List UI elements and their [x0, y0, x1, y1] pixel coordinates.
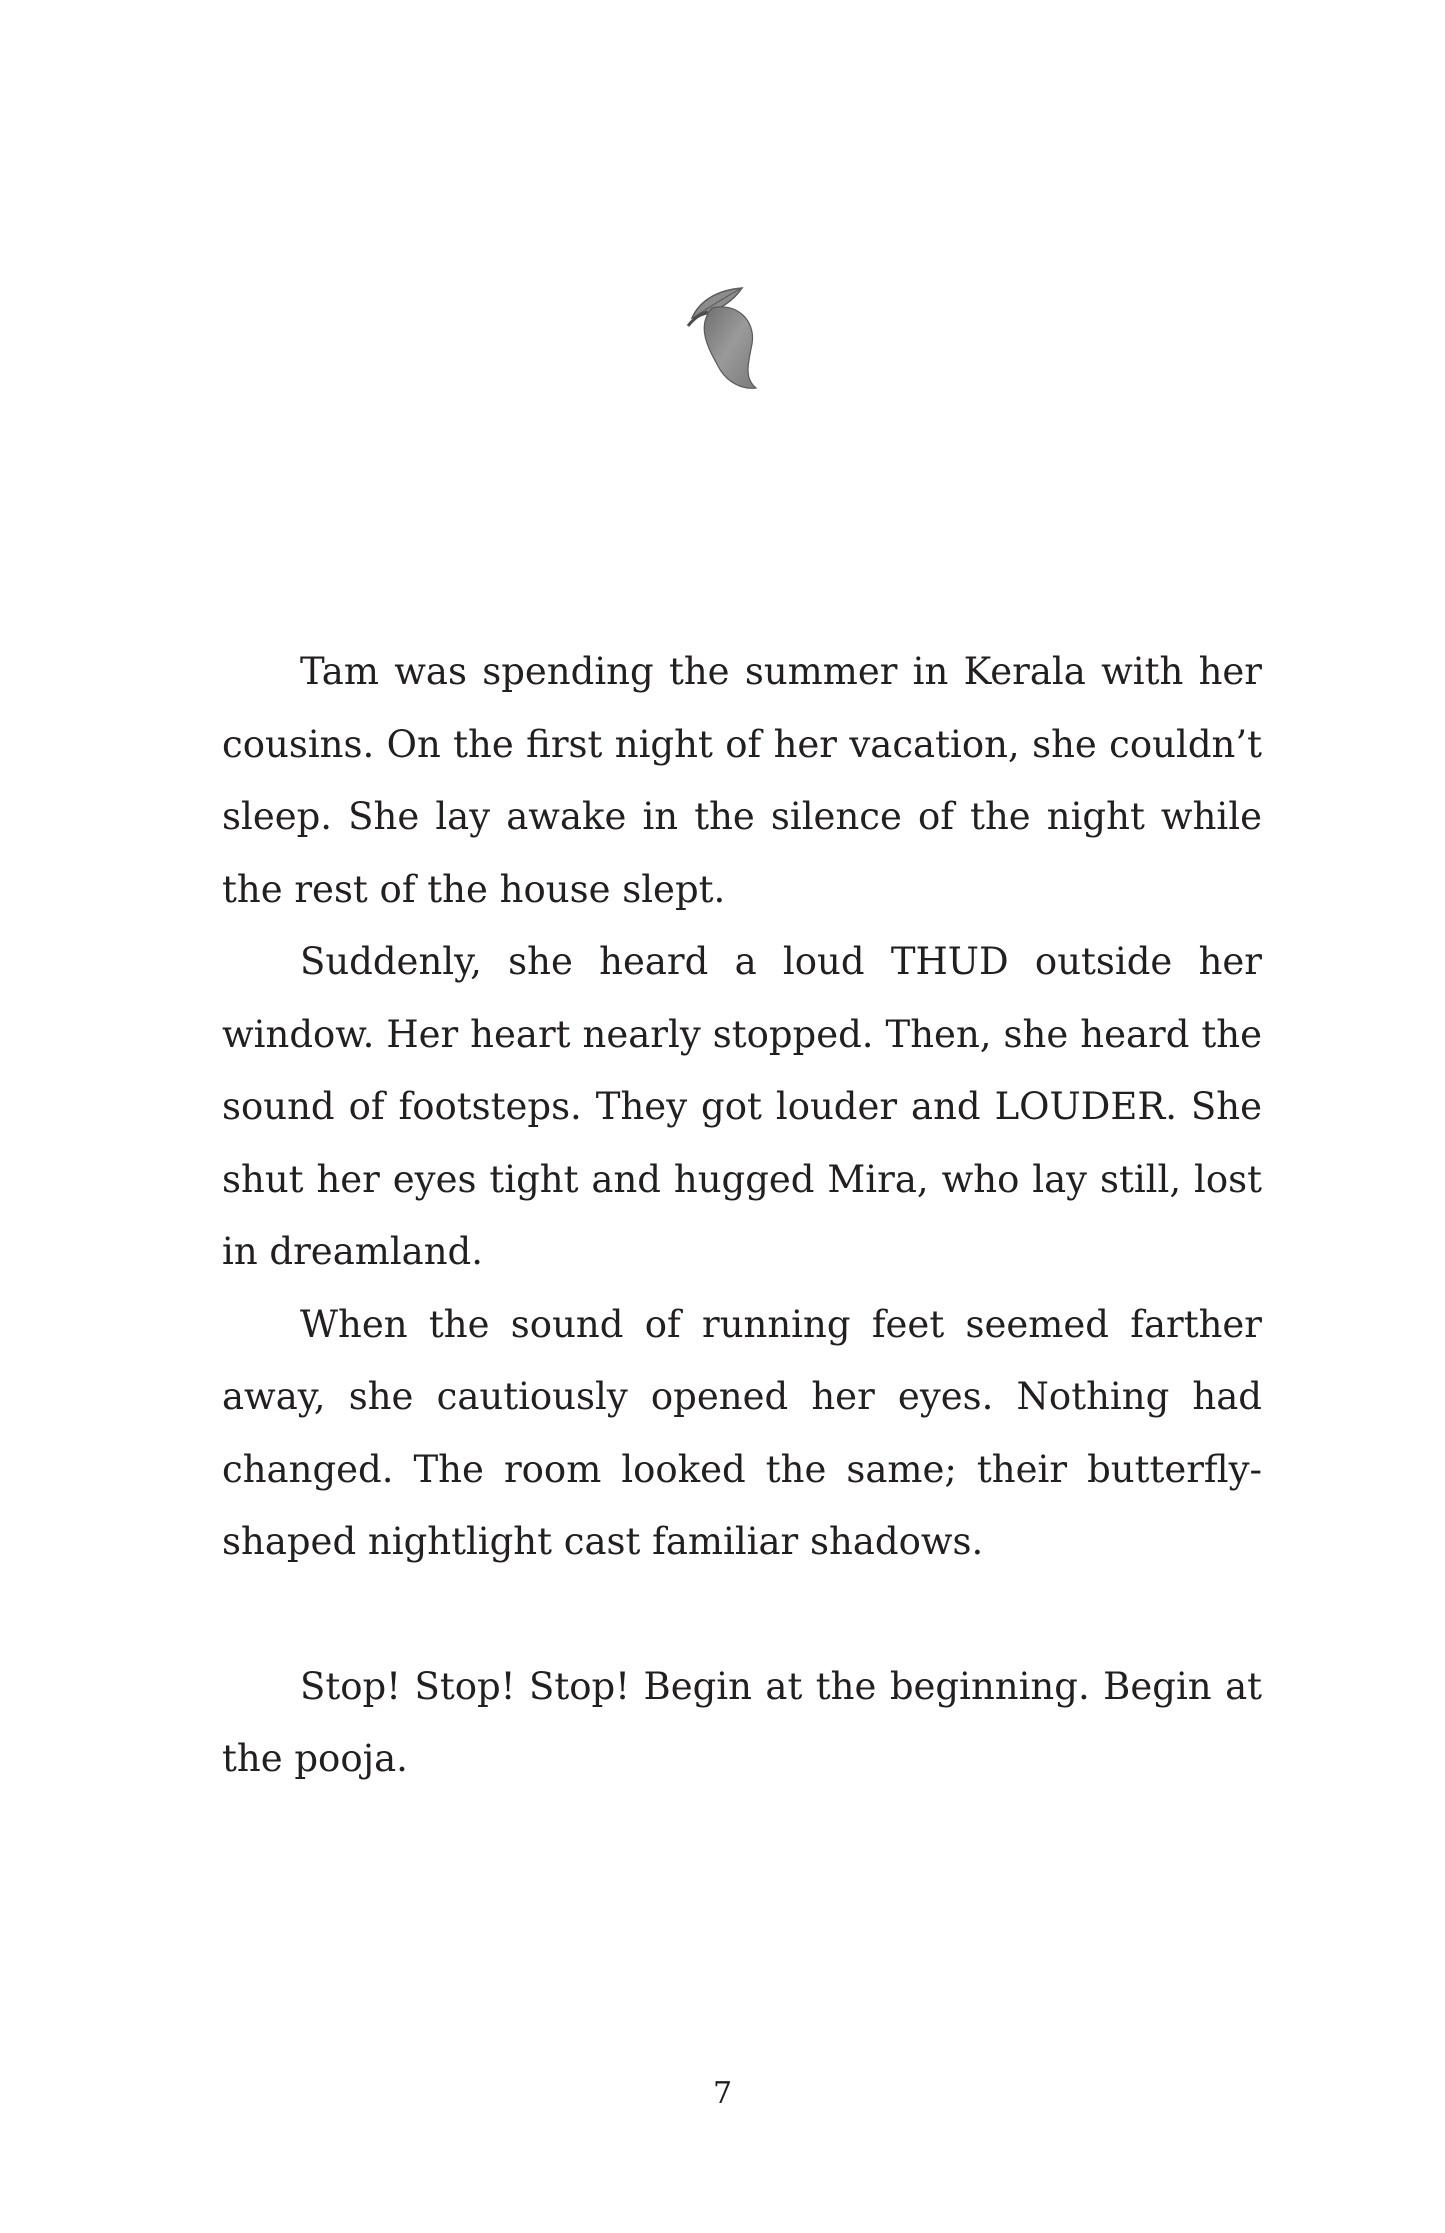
paragraph-4: Stop! Stop! Stop! Begin at the beginning. Begin at the pooja. — [222, 1664, 1262, 1780]
body-text — [222, 636, 1262, 1796]
paragraph-1: Tam was spending the summer in Kerala with her cousins. On the first night of her vacation, she couldn’t sleep. She lay awake in the silence of the night while the rest of the house slept. — [222, 650, 1262, 911]
mango-leaf-icon — [678, 278, 760, 392]
paragraph-3: When the sound of running feet seemed farther away, she cautiously opened her eyes. Nothing had changed. The room looked the same; their butterfly-shaped nightlight cast familiar shadows. — [222, 1302, 1262, 1563]
paragraph-2: Suddenly, she heard a loud THUD outside her window. Her heart nearly stopped. Then, she heard the sound of footsteps. They got louder and LOUDER. She shut her eyes tight and hugged Mira, who lay still, lost in dreamland. — [222, 940, 1262, 1273]
page-number: 7 — [712, 2076, 733, 2111]
